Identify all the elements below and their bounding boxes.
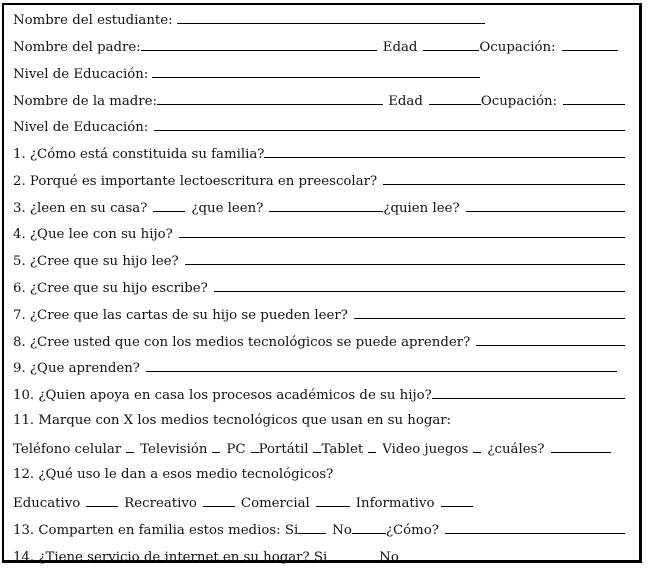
question-14-no-answer[interactable] [405,547,433,561]
father-occupation-field[interactable] [562,37,618,51]
question-8: 8. ¿Cree usted que con los medios tecnológicos se puede aprender? [13,335,471,350]
mother-occupation-label: Ocupación: [480,94,557,109]
option-commercial-answer[interactable] [316,493,350,507]
option-tv: Televisión [140,442,208,457]
question-13-yes-answer[interactable] [298,520,326,534]
question-13-no-answer[interactable] [352,520,386,534]
question-4-row [13,224,625,242]
question-9: 9. ¿Que aprenden? [13,361,140,376]
option-videogames: Video juegos [382,442,469,457]
question-11-row [13,412,625,430]
father-occupation-label: Ocupación: [479,40,556,55]
question-7-row [13,305,625,323]
question-10-answer[interactable] [432,385,625,399]
question-2-row [13,171,625,189]
question-10-row [13,385,625,403]
question-12-options-row [13,493,625,511]
question-5-row [13,251,625,269]
question-3b: ¿que leen? [191,201,264,216]
question-11: 11. Marque con X los medios tecnológicos que usan en su hogar: [13,413,452,428]
question-3a-answer[interactable] [153,198,185,212]
question-8-row [13,332,625,350]
option-educational-answer[interactable] [86,493,118,507]
question-5-answer[interactable] [185,251,625,265]
mother-age-label: Edad [388,94,423,109]
mother-row [13,91,625,109]
mother-education-label: Nivel de Educación: [13,120,149,135]
question-9-row [13,358,625,376]
question-10: 10. ¿Quien apoya en casa los procesos académicos de su hijo? [13,388,432,403]
question-13-how-answer[interactable] [445,520,625,534]
question-13-no: No [332,523,352,538]
option-commercial: Comercial [240,496,310,511]
question-14-row [13,547,625,565]
question-13-row [13,520,625,538]
question-6: 6. ¿Cree que su hijo escribe? [13,281,208,296]
mother-education-row [13,117,625,135]
question-7-answer[interactable] [354,305,625,319]
question-8-answer[interactable] [476,332,625,346]
option-laptop: Portátil [258,442,309,457]
option-informative: Informativo [355,496,435,511]
question-11-which-answer[interactable] [551,439,611,453]
question-14-yes-answer[interactable] [333,547,373,561]
option-tv-checkbox[interactable] [212,439,220,453]
father-name-field[interactable] [141,37,377,51]
question-4-answer[interactable] [179,224,625,238]
option-videogames-checkbox[interactable] [473,439,481,453]
mother-age-field[interactable] [429,91,481,105]
question-5: 5. ¿Cree que su hijo lee? [13,254,179,269]
father-age-field[interactable] [423,37,479,51]
father-age-label: Edad [382,40,418,55]
father-education-field[interactable] [152,64,480,78]
student-name-row [13,10,625,28]
option-phone-checkbox[interactable] [126,439,134,453]
father-row [13,37,625,55]
question-3-row [13,198,625,216]
survey-form [2,3,642,563]
question-1: 1. ¿Cómo está constituida su familia? [13,147,265,162]
question-2: 2. Porqué es importante lectoescritura en preescolar? [13,174,378,189]
question-7: 7. ¿Cree que las cartas de su hijo se pueden leer? [13,308,348,323]
question-9-answer[interactable] [146,358,617,372]
option-phone: Teléfono celular [13,442,122,457]
question-6-answer[interactable] [214,278,625,292]
question-12: 12. ¿Qué uso le dan a esos medio tecnológicos? [13,467,334,482]
option-tablet: Tablet [321,442,364,457]
student-name-field[interactable] [177,10,485,24]
question-3b-answer[interactable] [269,198,383,212]
question-14-no: No [379,550,399,565]
mother-occupation-field[interactable] [563,91,625,105]
father-education-row [13,64,625,82]
mother-name-field[interactable] [157,91,383,105]
mother-name-label: Nombre de la madre: [13,94,157,109]
option-tablet-checkbox[interactable] [368,439,376,453]
father-name-label: Nombre del padre: [13,40,141,55]
question-1-answer[interactable] [264,144,625,158]
option-pc: PC [226,442,246,457]
question-11-which: ¿cuáles? [487,442,545,457]
question-4: 4. ¿Que lee con su hijo? [13,227,173,242]
option-informative-answer[interactable] [441,493,473,507]
question-2-answer[interactable] [383,171,625,185]
question-13-how: ¿Cómo? [385,523,439,538]
question-1-row [13,144,625,162]
question-6-row [13,278,625,296]
question-3a: 3. ¿leen en su casa? [13,201,148,216]
question-13: 13. Comparten en familia estos medios: Si [13,523,299,538]
option-pc-checkbox[interactable] [251,439,259,453]
question-11-options-row [13,439,625,457]
mother-education-field[interactable] [154,117,625,131]
option-educational: Educativo [13,496,81,511]
question-3c-answer[interactable] [466,198,625,212]
option-recreational: Recreativo [124,496,197,511]
question-12-row [13,466,625,484]
option-laptop-checkbox[interactable] [313,439,321,453]
student-name-label: Nombre del estudiante: [13,13,173,28]
question-14: 14. ¿Tiene servicio de internet en su hogar? Si [13,550,328,565]
father-education-label: Nivel de Educación: [13,67,149,82]
question-3c: ¿quien lee? [383,201,460,216]
option-recreational-answer[interactable] [203,493,235,507]
